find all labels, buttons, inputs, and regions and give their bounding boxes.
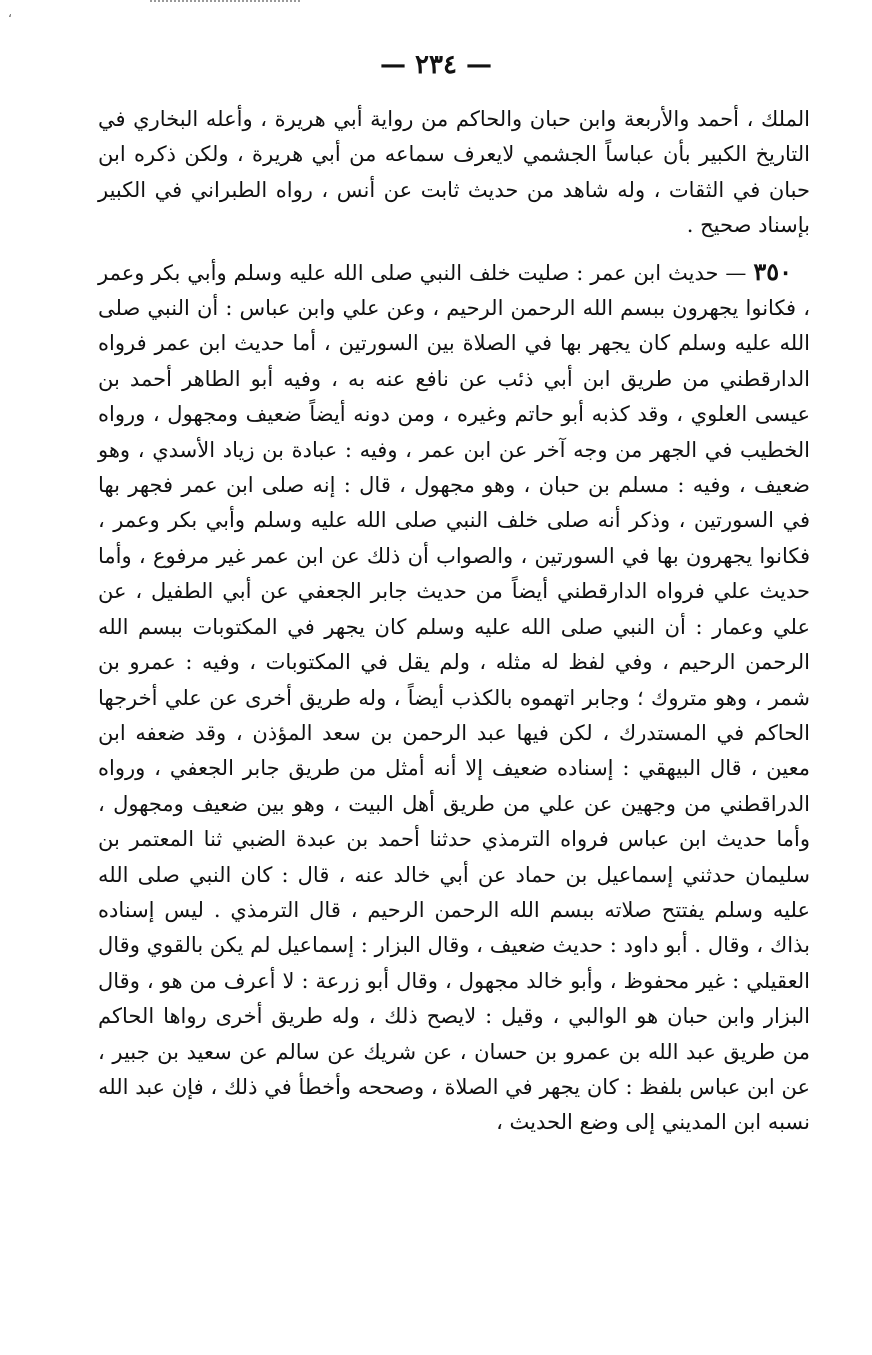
paragraph-continuation: الملك ، أحمد والأربعة وابن حبان والحاكم من رواية أبي هريرة ، وأعله البخاري في التاريخ الكبير بأن عباساً الجشمي لايعرف سماعه من أبي هريرة ، ولكن ذكره ابن حبان في الثقات ، وله شاهد من حديث ثابت عن أنس ، رواه الطبراني في الكبير بإسناد صحيح .	[98, 107, 810, 238]
hadith-number: ٣٥٠	[753, 256, 792, 286]
corner-mark: ،	[8, 6, 12, 20]
paragraph-hadith-350	[98, 254, 810, 1141]
page-number: — ٢٣٤ —	[379, 50, 493, 80]
paragraph-gap	[98, 244, 810, 254]
hadith-text: — حديث ابن عمر : صليت خلف النبي صلى الله عليه وسلم وأبي بكر وعمر ، فكانوا يجهرون ببسم الله الرحمن الرحيم ، وعن علي وابن عباس : أن النبي صلى الله عليه وسلم كان يجهر بها في الصلاة بين السورتين ، أما حديث ابن عمر فرواه الدارقطني من طريق ابن أبي ذئب عن نافع عنه به ، وفيه أبو الطاهر أحمد بن عيسى العلوي ، وقد كذبه أبو حاتم وغيره ، ومن دونه أيضاً ضعيف ومجهول ، ورواه الخطيب في الجهر من وجه آخر عن ابن عمر ، وفيه : عبادة بن زياد الأسدي ، وهو ضعيف ، وفيه : مسلم بن حبان ، وهو مجهول ، قال : إنه صلى ابن عمر فجهر بها في السورتين ، وذكر أنه صلى خلف النبي صلى الله عليه وسلم وأبي بكر وعمر ، فكانوا يجهرون بها في السورتين ، والصواب أن ذلك عن ابن عمر غير مرفوع ، وأما حديث علي فرواه الدارقطني أيضاً من حديث جابر الجعفي عن أبي الطفيل ، عن علي وعمار : أن النبي صلى الله عليه وسلم كان يجهر في المكتوبات ببسم الله الرحمن الرحيم ، وفي لفظ له مثله ، ولم يقل في المكتوبات ، وفيه : عمرو بن شمر ، وهو متروك ؛ وجابر اتهموه بالكذب أيضاً ، وله طريق أخرى عن علي أخرجها الحاكم في المستدرك ، لكن فيها عبد الرحمن بن سعد المؤذن ، وقد ضعفه ابن معين ، قال البيهقي : إسناده ضعيف إلا أنه أمثل من طريق جابر الجعفي ، ورواه الدراقطني من وجهين عن علي من طريق أهل البيت ، وهو بين ضعيف ومجهول ، وأما حديث ابن عباس فرواه الترمذي حدثنا أحمد بن عبدة الضبي ثنا المعتمر بن سليمان حدثني إسماعيل بن حماد عن أبي خالد عنه ، قال : كان النبي صلى الله عليه وسلم يفتتح صلاته ببسم الله الرحمن الرحيم ، قال الترمذي . ليس إسناده بذاك ، وقال . أبو داود : حديث ضعيف ، وقال البزار : إسماعيل لم يكن بالقوي وقال العقيلي : غير محفوظ ، وأبو خالد مجهول ، وقال أبو زرعة : لا أعرف من هو ، وقال البزار وابن حبان هو الوالبي ، وقيل : لايصح ذلك ، وله طريق أخرى رواها الحاكم من طريق عبد الله بن عمرو بن حسان ، عن شريك عن سالم عن سعيد بن جبير ، عن ابن عباس بلفظ : كان يجهر في الصلاة ، وصححه وأخطأ في ذلك ، فإن عبد الله نسبه ابن المديني إلى وضع الحديث ،	[98, 260, 810, 1135]
top-scan-mark	[150, 0, 300, 8]
page-body	[98, 102, 810, 1141]
